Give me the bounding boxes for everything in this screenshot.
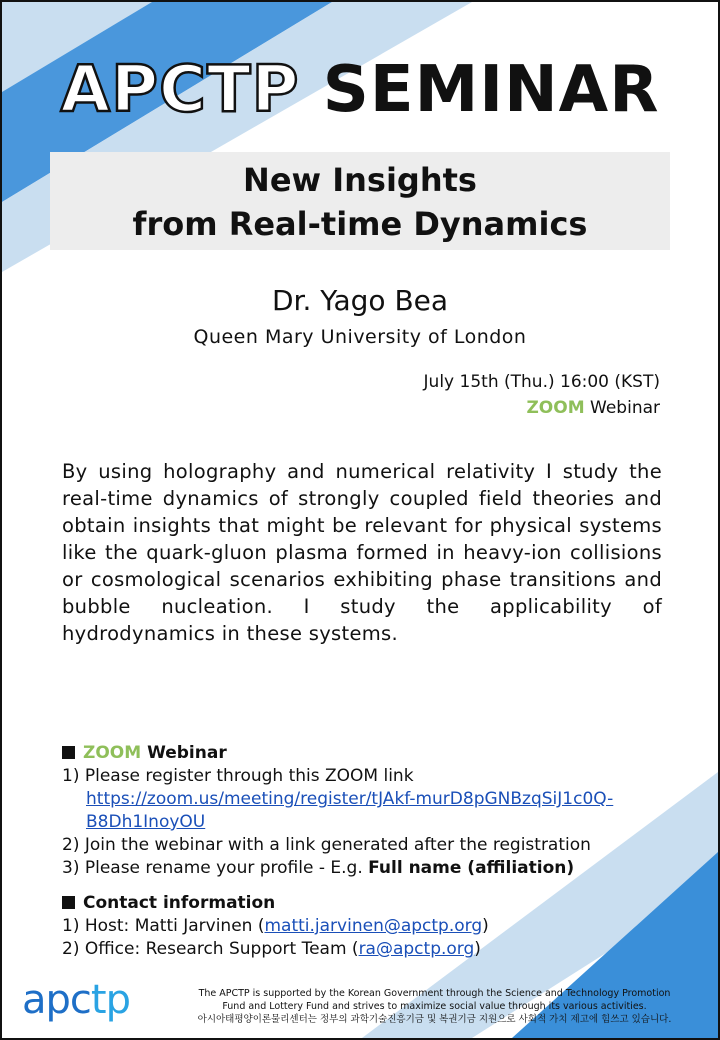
host-suffix: ) [482,916,489,936]
schedule-block [424,369,660,421]
footer-line2: Fund and Lottery Fund and strives to maximize social value through its various activities. [222,1001,647,1012]
talk-title-box [50,152,670,250]
abstract-text: By using holography and numerical relativity I study the real-time dynamics of strongly coupled field theories and obtain insights that might be relevant for physical systems like the quark-gluon plasma formed in heavy-ion collisions or cosmological scenarios exhibiting phase transitions and bubble nucleation. I study the applicability of hydrodynamics in these systems. [62,460,662,645]
webinar-step3 [62,857,682,880]
bullet-square-icon [62,896,75,909]
webinar-step1: 1) Please register through this ZOOM link [62,766,414,786]
host-prefix: 1) Host: Matti Jarvinen ( [62,916,265,936]
info-section [62,742,682,961]
zoom-brand: ZOOM [526,398,585,418]
contact-heading [62,892,682,915]
title-seminar: SEMINAR [322,53,660,127]
logo-tp: tp [90,977,130,1023]
footer-notice [162,987,707,1026]
apctp-logo [22,977,130,1023]
platform-line [424,395,660,421]
speaker-name: Dr. Yago Bea [271,284,449,317]
webinar-heading [62,742,682,765]
office-email-link[interactable]: ra@apctp.org [358,939,475,959]
talk-title-line2: from Real-time Dynamics [132,205,588,243]
contact-office [62,938,682,961]
footer-line3: 아시아태평양이론물리센터는 정부의 과학기술진흥기금 및 복권기금 지원으로 사회적 가치 제고에 힘쓰고 있습니다. [197,1014,672,1025]
poster-title [2,54,718,126]
talk-title-line1: New Insights [243,161,477,199]
registration-link-line2[interactable]: B8Dh1InoyOU [86,812,206,832]
title-apctp: APCTP [60,53,300,127]
webinar-heading-suffix: Webinar [147,743,227,763]
datetime-text: July 15th (Thu.) 16:00 (KST) [423,372,660,392]
contact-heading-text: Contact information [83,893,276,913]
speaker-affiliation: Queen Mary University of London [193,326,527,348]
office-prefix: 2) Office: Research Support Team ( [62,939,359,959]
host-email-link[interactable]: matti.jarvinen@apctp.org [264,916,483,936]
contact-host [62,915,682,938]
webinar-zoom-brand: ZOOM [83,743,142,763]
webinar-step2: 2) Join the webinar with a link generated after the registration [62,835,591,855]
webinar-step3-prefix: 3) Please rename your profile - E.g. [62,858,369,878]
registration-link[interactable] [62,788,682,834]
office-suffix: ) [474,939,481,959]
bullet-square-icon [62,746,75,759]
logo-apc: apc [22,977,91,1023]
webinar-step3-example: Full name (affiliation) [368,858,575,878]
registration-link-line1[interactable]: https://zoom.us/meeting/register/tJAkf-murD8pGNBzqSiJ1c0Q- [86,789,614,809]
platform-suffix: Webinar [590,398,660,418]
footer-line1: The APCTP is supported by the Korean Government through the Science and Technology Promotion [198,988,671,999]
